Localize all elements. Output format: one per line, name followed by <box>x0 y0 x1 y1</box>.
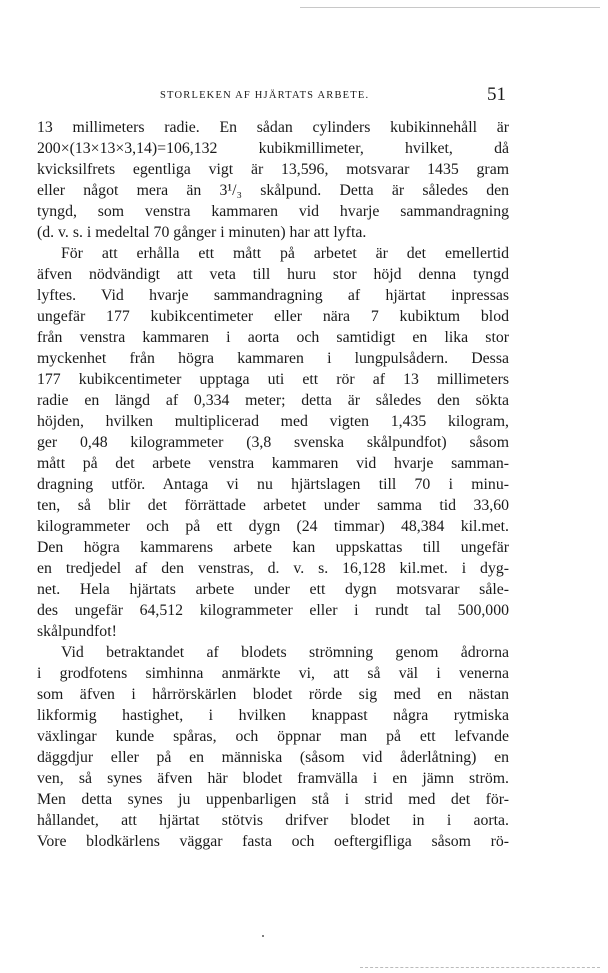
text-line: net. Hela hjärtats arbete under ett dygn motsvarar såle- <box>37 581 509 598</box>
text-line: kvicksilfrets egentliga vigt är 13,596, motsvarar 1435 gram <box>37 161 509 178</box>
text-line: 177 kubikcentimeter upptaga uti ett rör af 13 millimeters <box>37 371 509 388</box>
text-line: däggdjur eller på en människa (såsom vid åderlåtning) en <box>37 749 509 766</box>
text-line: 200×(13×13×3,14)=106,132 kubikmillimeter, hvilket, då <box>37 140 509 157</box>
text-line: ger 0,48 kilogrammeter (3,8 svenska skålpundfot) såsom <box>37 434 509 451</box>
text-line: likformig hastighet, i hvilken knappast några rytmiska <box>37 707 509 724</box>
text-line: ungefär 177 kubikcentimeter eller nära 7 kubiktum blod <box>37 308 509 325</box>
page-number: 51 <box>487 84 506 105</box>
text-line: lyftes. Vid hvarje sammandragning af hjärtat inpressas <box>37 287 509 304</box>
text-line: dragning utför. Antaga vi nu hjärtslagen till 70 i minu- <box>37 476 509 493</box>
text-line: Den högra kammarens arbete kan uppskattas till ungefär <box>37 539 509 556</box>
scan-edge-line <box>300 7 600 8</box>
text-line: hållandet, att hjärtat stötvis drifver blodet in i aorta. <box>37 812 509 829</box>
text-line: skålpundfot! <box>37 623 117 640</box>
text-line: Men detta synes ju uppenbarligen stå i strid med det för- <box>37 791 509 808</box>
text-line: 13 millimeters radie. En sådan cylinders kubikinnehåll är <box>37 119 509 136</box>
text-line: (d. v. s. i medeltal 70 gånger i minuten) har att lyfta. <box>37 224 367 241</box>
text-line: äfven nödvändigt att veta till huru stor höjd denna tyngd <box>37 266 509 283</box>
text-line: i grodfotens simhinna anmärkte vi, att så väl i venerna <box>37 665 509 682</box>
text-line: Vore blodkärlens väggar fasta och oeftergifliga såsom rö- <box>37 833 509 850</box>
ink-speck <box>262 935 264 937</box>
text-line: från venstra kammaren i aorta och samtidigt en lika stor <box>37 329 509 346</box>
text-line: eller något mera än 3¹/₃ skålpund. Detta är således den <box>37 182 509 199</box>
text-line: ven, så synes äfven här blodet framvälla i en jämn ström. <box>37 770 509 787</box>
text-line: som äfven i hårrörskärlen blodet rörde sig med en nästan <box>37 686 509 703</box>
text-line: ten, så blir det förrättade arbetet under samma tid 33,60 <box>37 497 509 514</box>
running-head: STORLEKEN AF HJÄRTATS ARBETE. <box>160 90 370 101</box>
text-line: des ungefär 64,512 kilogrammeter eller i rundt tal 500,000 <box>37 602 509 619</box>
text-line: höjden, hvilken multiplicerad med vigten 1,435 kilogram, <box>37 413 509 430</box>
text-line: mått på det arbete venstra kammaren vid hvarje samman- <box>37 455 509 472</box>
text-line: en tredjedel af den venstras, d. v. s. 16,128 kil.met. i dyg- <box>37 560 509 577</box>
scan-edge-line <box>360 967 600 968</box>
text-line: tyngd, som venstra kammaren vid hvarje sammandragning <box>37 203 509 220</box>
text-line: radie en längd af 0,334 meter; detta är således den sökta <box>37 392 509 409</box>
text-line: Vid betraktandet af blodets strömning genom ådrorna <box>61 644 509 661</box>
body-text <box>37 117 509 852</box>
text-line: För att erhålla ett mått på arbetet är det emellertid <box>61 245 509 262</box>
text-line: kilogrammeter och på ett dygn (24 timmar) 48,384 kil.met. <box>37 518 509 535</box>
text-line: växlingar kunde spåras, och öppnar man på ett lefvande <box>37 728 509 745</box>
text-line: myckenhet från högra kammaren i lungpulsådern. Dessa <box>37 350 509 367</box>
